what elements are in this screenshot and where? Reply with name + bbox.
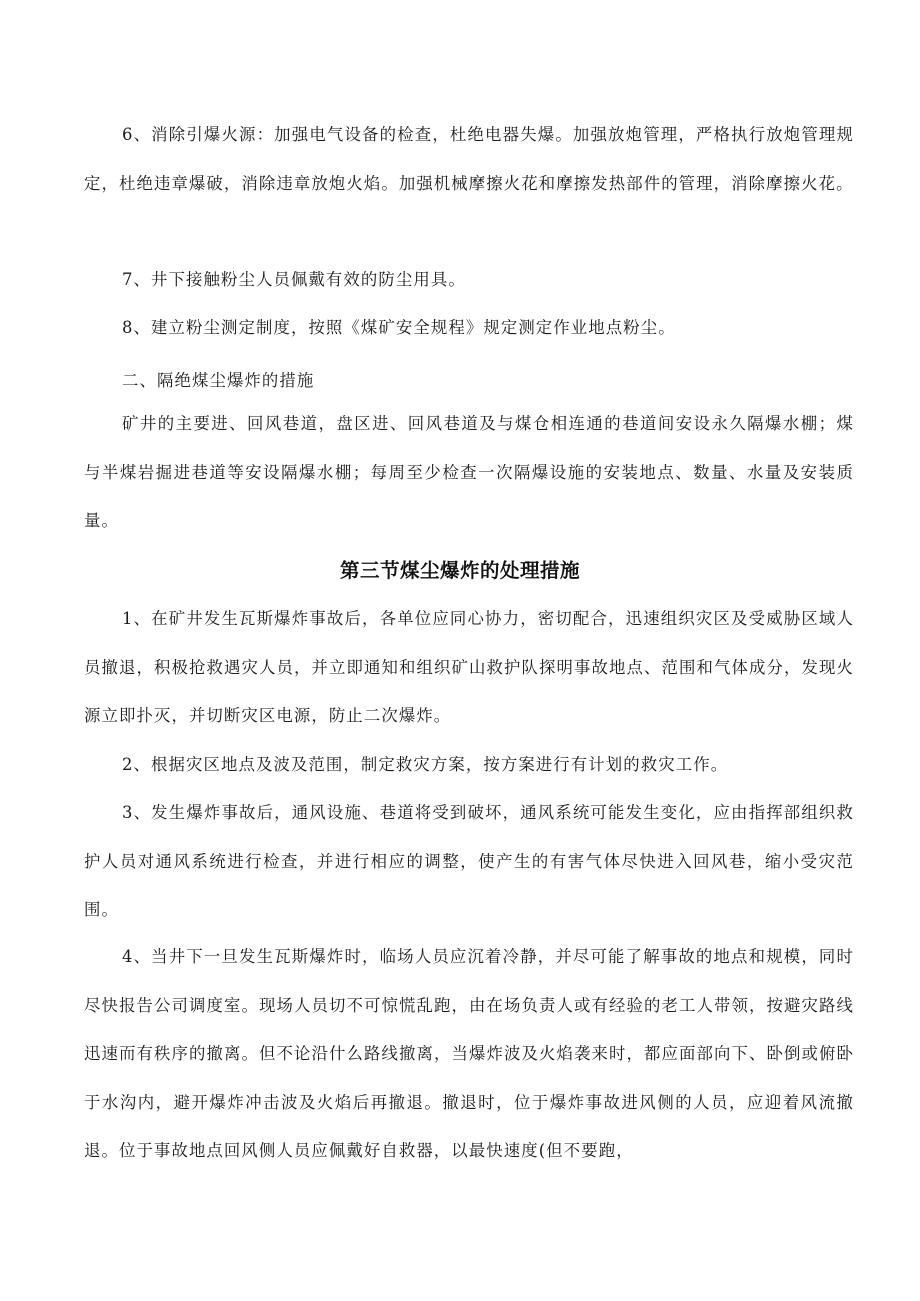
subsection-heading: 二、隔绝煤尘爆炸的措施 [122, 371, 315, 390]
paragraph-item-7: 7、井下接触粉尘人员佩戴有效的防尘用具。 [122, 270, 466, 289]
paragraph-measure-4: 4、当井下一旦发生瓦斯爆炸时，临场人员应沉着冷静，并尽可能了解事故的地点和规模，同时尽快报告公司调度室。现场人员切不可惊慌乱跑，由在场负责人或有经验的老工人带领，按避灾路线迅速而有秩序的撤离。但不论沿什么路线撤离，当爆炸波及火焰袭来时，都应面部向下、卧倒或俯卧于水沟内，避开爆炸冲击波及火焰后再撤退。撤退时，位于爆炸事故进风侧的人员，应迎着风流撤退。位于事故地点回风侧人员应佩戴好自救器，以最快速度(但不要跑， [84, 947, 854, 1160]
paragraph-measure-3: 3、发生爆炸事故后，通风设施、巷道将受到破坏，通风系统可能发生变化，应由指挥部组织救护人员对通风系统进行检查，并进行相应的调整，使产生的有害气体尽快进入回风巷，缩小受灾范围。 [84, 803, 854, 919]
paragraph-measure-2: 2、根据灾区地点及波及范围，制定救灾方案，按方案进行有计划的救灾工作。 [122, 755, 729, 774]
paragraph-measure-1: 1、在矿井发生瓦斯爆炸事故后，各单位应同心协力，密切配合，迅速组织灾区及受威胁区域人员撤退，积极抢救遇灾人员，并立即通知和组织矿山救护队探明事故地点、范围和气体成分，发现火源立即扑灭，并切断灾区电源，防止二次爆炸。 [84, 609, 854, 725]
paragraph-item-6: 6、消除引爆火源：加强电气设备的检查，杜绝电器失爆。加强放炮管理，严格执行放炮管理规定，杜绝违章爆破，消除违章放炮火焰。加强机械摩擦火花和摩擦发热部件的管理，消除摩擦火花。 [84, 125, 854, 193]
section-heading: 第三节煤尘爆炸的处理措施 [339, 559, 580, 582]
paragraph-item-8: 8、建立粉尘测定制度，按照《煤矿安全规程》规定测定作业地点粉尘。 [122, 318, 676, 337]
paragraph-isolation: 矿井的主要进、回风巷道，盘区进、回风巷道及与煤仓相连通的巷道间安设永久隔爆水棚；煤与半煤岩掘进巷道等安设隔爆水棚；每周至少检查一次隔爆设施的安装地点、数量、水量及安装质量。 [84, 414, 854, 530]
